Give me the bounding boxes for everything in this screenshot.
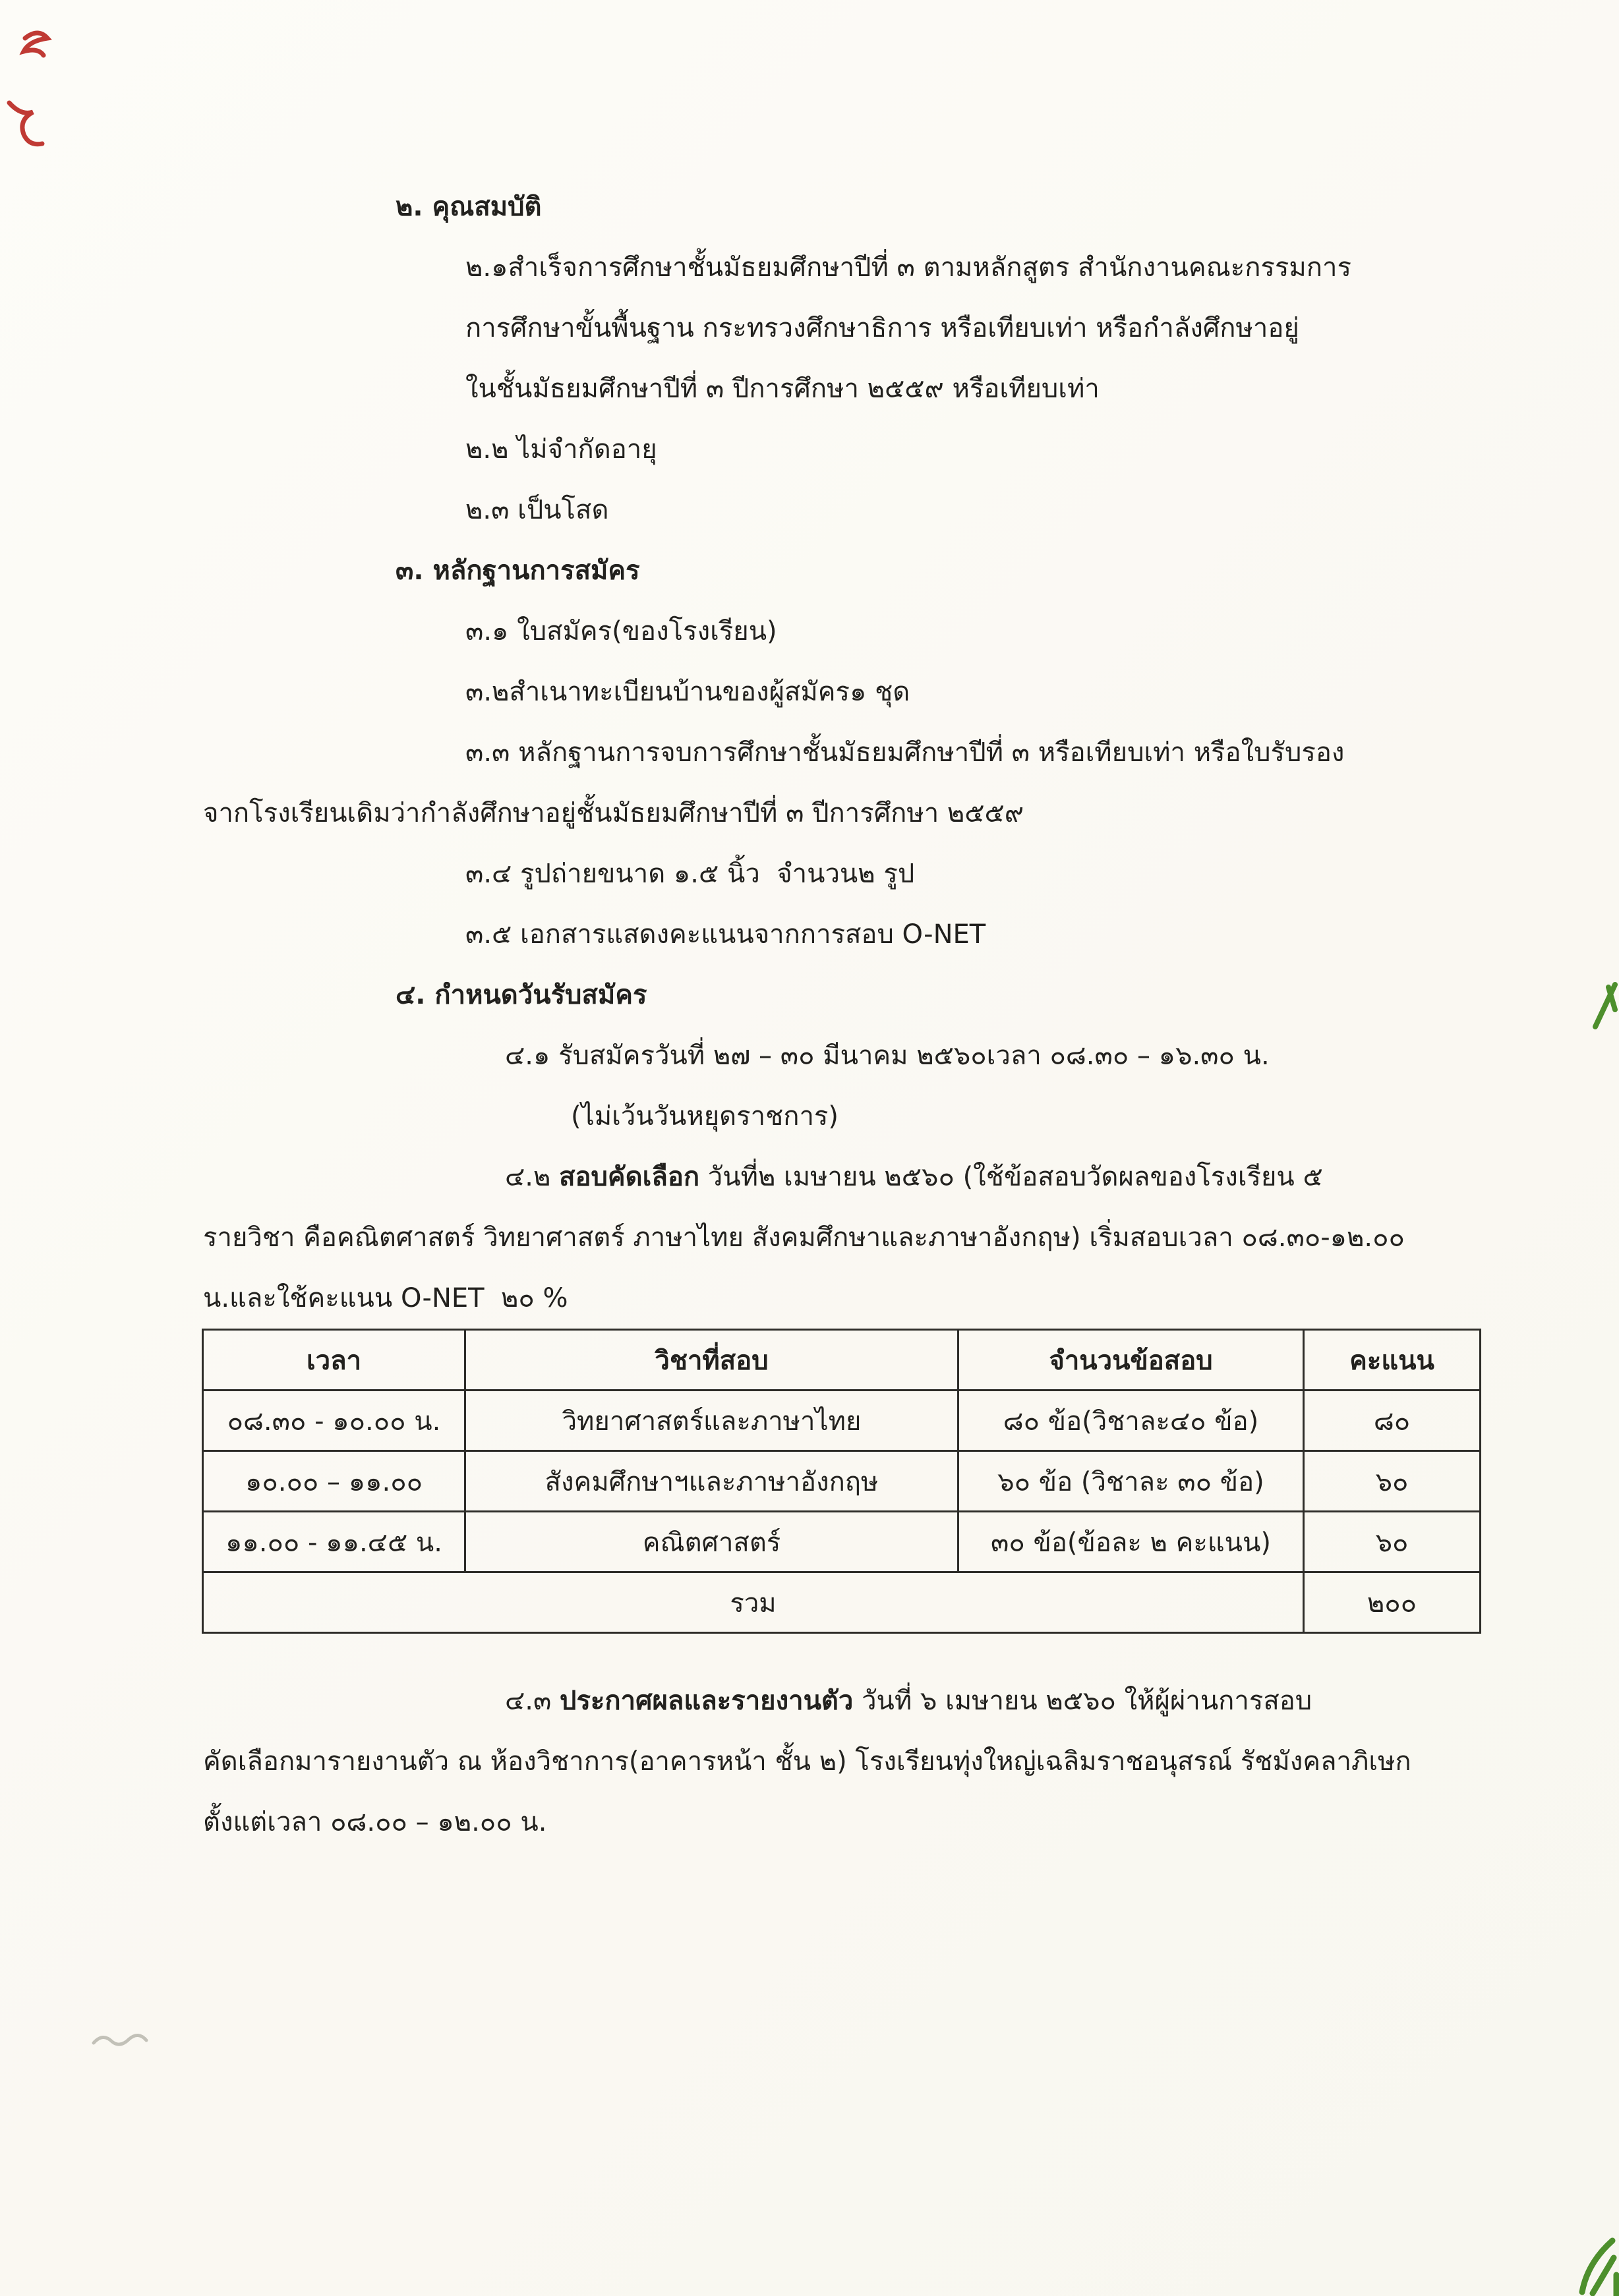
item-4-2-line-2: รายวิชา คือคณิตศาสตร์ วิทยาศาสตร์ ภาษาไทย สังคมศึกษาและภาษาอังกฤษ) เริ่มสอบเวลา ๐๘.๓๐-๑๒.๐๐ bbox=[203, 1222, 1405, 1253]
cell-subject: สังคมศึกษาฯและภาษาอังกฤษ bbox=[465, 1451, 958, 1512]
item-3-3-line-1: ๓.๓ หลักฐานการจบการศึกษาชั้นมัธยมศึกษาปีที่ ๓ หรือเทียบเท่า หรือใบรับรอง bbox=[465, 737, 1345, 768]
item-2-1-line-1: ๒.๑สำเร็จการศึกษาชั้นมัธยมศึกษาปีที่ ๓ ตามหลักสูตร สำนักงานคณะกรรมการ bbox=[465, 252, 1351, 283]
item-4-2-line-3: น.และใช้คะแนน O-NET ๒๐ % bbox=[203, 1283, 568, 1313]
item-4-1-note: (ไม่เว้นวันหยุดราชการ) bbox=[571, 1101, 839, 1132]
document-body bbox=[0, 177, 1619, 1852]
cell-time: ๐๘.๓๐ - ๑๐.๐๐ น. bbox=[203, 1391, 465, 1451]
table-header-row bbox=[203, 1330, 1481, 1391]
cell-score: ๘๐ bbox=[1304, 1391, 1481, 1451]
item-4-3-line-1 bbox=[0, 1671, 1619, 1731]
column-header-time: เวลา bbox=[203, 1330, 465, 1391]
cell-subject: คณิตศาสตร์ bbox=[465, 1512, 958, 1572]
cell-time: ๑๐.๐๐ – ๑๑.๐๐ bbox=[203, 1451, 465, 1512]
exam-schedule-table bbox=[202, 1329, 1481, 1634]
item-4-3-line-2: คัดเลือกมารายงานตัว ณ ห้องวิชาการ(อาคารหน้า ชั้น ๒) โรงเรียนทุ่งใหญ่เฉลิมราชอนุสรณ์ รัชมังคลาภิเษก bbox=[203, 1746, 1411, 1777]
item-3-5: ๓.๕ เอกสารแสดงคะแนนจากการสอบ O-NET bbox=[465, 919, 986, 950]
item-4-3-text: วันที่ ๖ เมษายน ๒๕๖๐ ให้ผู้ผ่านการสอบ bbox=[853, 1686, 1312, 1716]
item-4-3-number: ๔.๓ bbox=[505, 1686, 560, 1716]
item-3-2: ๓.๒สำเนาทะเบียนบ้านของผู้สมัคร๑ ชุด bbox=[465, 677, 910, 707]
total-label: รวม bbox=[203, 1572, 1304, 1633]
cell-subject: วิทยาศาสตร์และภาษาไทย bbox=[465, 1391, 958, 1451]
cell-question-count: ๘๐ ข้อ(วิชาละ๔๐ ข้อ) bbox=[958, 1391, 1304, 1451]
column-header-subject: วิชาที่สอบ bbox=[465, 1330, 958, 1391]
item-2-3: ๒.๓ เป็นโสด bbox=[465, 495, 609, 525]
item-2-2: ๒.๒ ไม่จำกัดอายุ bbox=[465, 434, 657, 465]
cell-score: ๖๐ bbox=[1304, 1512, 1481, 1572]
cell-question-count: ๖๐ ข้อ (วิชาละ ๓๐ ข้อ) bbox=[958, 1451, 1304, 1512]
green-pen-mark bbox=[1570, 2235, 1619, 2296]
red-pen-mark bbox=[4, 20, 70, 171]
column-header-question-count: จำนวนข้อสอบ bbox=[958, 1330, 1304, 1391]
cell-question-count: ๓๐ ข้อ(ข้อละ ๒ คะแนน) bbox=[958, 1512, 1304, 1572]
table-total-row bbox=[203, 1572, 1481, 1633]
section-4-heading: ๔. กำหนดวันรับสมัคร bbox=[396, 980, 647, 1010]
item-4-2-line-1 bbox=[0, 1147, 1619, 1207]
item-3-1: ๓.๑ ใบสมัคร(ของโรงเรียน) bbox=[465, 616, 777, 646]
section-2-heading: ๒. คุณสมบัติ bbox=[396, 192, 542, 222]
item-2-1-line-3: ในชั้นมัธยมศึกษาปีที่ ๓ ปีการศึกษา ๒๕๕๙ หรือเทียบเท่า bbox=[465, 374, 1100, 404]
item-4-2-number: ๔.๒ bbox=[505, 1162, 560, 1192]
section-3-heading: ๓. หลักฐานการสมัคร bbox=[396, 556, 640, 586]
item-3-3-line-2: จากโรงเรียนเดิมว่ากำลังศึกษาอยู่ชั้นมัธยมศึกษาปีที่ ๓ ปีการศึกษา ๒๕๕๙ bbox=[203, 798, 1024, 828]
item-4-3-title: ประกาศผลและรายงานตัว bbox=[560, 1686, 854, 1716]
item-4-2-title: สอบคัดเลือก bbox=[559, 1162, 700, 1192]
item-4-2-text: วันที่๒ เมษายน ๒๕๖๐ (ใช้ข้อสอบวัดผลของโรงเรียน ๕ bbox=[699, 1162, 1323, 1192]
cell-time: ๑๑.๐๐ - ๑๑.๔๕ น. bbox=[203, 1512, 465, 1572]
pencil-mark bbox=[90, 2024, 162, 2053]
item-4-1: ๔.๑ รับสมัครวันที่ ๒๗ – ๓๐ มีนาคม ๒๕๖๐เวลา ๐๘.๓๐ – ๑๖.๓๐ น. bbox=[505, 1041, 1270, 1071]
cell-score: ๖๐ bbox=[1304, 1451, 1481, 1512]
column-header-score: คะแนน bbox=[1304, 1330, 1481, 1391]
item-4-3-line-3: ตั้งแต่เวลา ๐๘.๐๐ – ๑๒.๐๐ น. bbox=[203, 1807, 547, 1837]
table-row bbox=[203, 1451, 1481, 1512]
table-row bbox=[203, 1391, 1481, 1451]
total-value: ๒๐๐ bbox=[1304, 1572, 1481, 1633]
item-2-1-line-2: การศึกษาขั้นพื้นฐาน กระทรวงศึกษาธิการ หรือเทียบเท่า หรือกำลังศึกษาอยู่ bbox=[465, 313, 1299, 343]
table-row bbox=[203, 1512, 1481, 1572]
item-3-4: ๓.๔ รูปถ่ายขนาด ๑.๕ นิ้ว จำนวน๒ รูป bbox=[465, 859, 915, 889]
